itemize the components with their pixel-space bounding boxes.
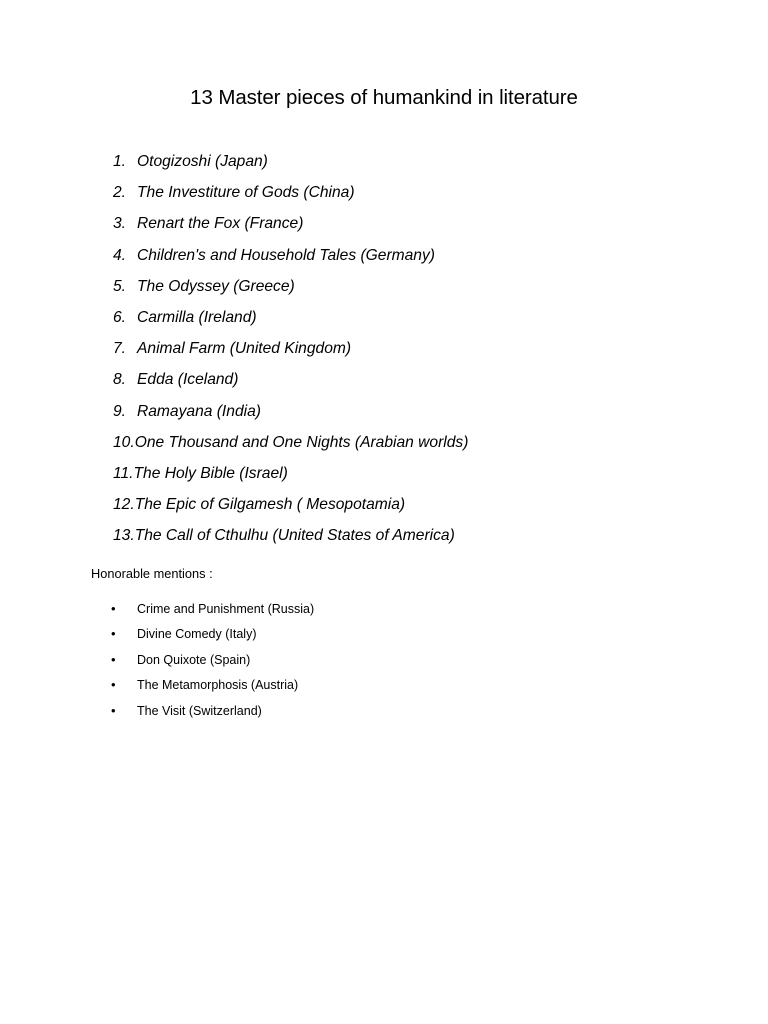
list-item-text: The Metamorphosis (Austria) [137,678,299,693]
list-item-text: The Odyssey (Greece) [137,277,295,295]
list-number: 3. [113,215,127,233]
list-item-text: Animal Farm (United Kingdom) [137,340,352,358]
list-item-text: Don Quixote (Spain) [137,652,251,667]
list-item [113,463,468,494]
list-number: 2. [113,184,127,202]
list-item-text: The Epic of Gilgamesh ( Mesopotamia) [134,496,406,514]
list-item-text: The Visit (Switzerland) [137,703,262,718]
list-number: 1. [113,153,127,170]
bullet-icon: • [111,702,116,718]
list-item-text: Otogizoshi (Japan) [137,153,268,170]
list-item-text: One Thousand and One Nights (Arabian worlds) [134,433,469,451]
list-item-text: Edda (Iceland) [137,371,239,389]
list-item [111,625,314,650]
document-title: 13 Master pieces of humankind in literature [190,86,578,109]
list-number: 7. [113,340,127,358]
list-number: 9. [113,402,127,420]
list-number: 5. [113,277,127,295]
list-item [111,702,314,727]
bullet-icon: • [111,677,116,693]
list-item-text: The Investiture of Gods (China) [137,184,355,202]
list-item [113,182,468,213]
mentions-list [111,600,314,727]
bullet-icon: • [111,651,116,667]
list-number: 12. [113,496,135,514]
list-item [111,651,314,676]
list-item [113,213,468,244]
bullet-icon: • [111,626,116,642]
list-item-text: Carmilla (Ireland) [137,308,257,326]
bullet-icon: • [111,601,116,616]
list-number: 10. [113,433,135,451]
list-item [113,338,468,369]
list-item-text: The Holy Bible (Israel) [133,464,288,482]
list-item-text: The Call of Cthulhu (United States of America) [134,527,455,545]
list-item [111,600,314,625]
list-number: 4. [113,246,127,264]
list-item [113,525,468,556]
list-item [111,676,314,701]
list-number: 6. [113,308,127,326]
list-item-text: Renart the Fox (France) [137,215,304,233]
list-item [113,151,468,182]
list-item-text: Divine Comedy (Italy) [137,627,257,642]
list-item [113,245,468,276]
list-number: 8. [113,371,127,389]
list-number: 11. [113,464,134,482]
list-item-text: Children's and Household Tales (Germany) [137,246,435,264]
list-item [113,276,468,307]
ranked-list [113,151,468,556]
list-number: 13. [113,527,135,545]
list-item [113,307,468,338]
list-item-text: Ramayana (India) [137,402,261,420]
list-item-text: Crime and Punishment (Russia) [137,602,315,616]
list-item [113,369,468,400]
mentions-heading: Honorable mentions : [91,566,213,581]
list-item [113,432,468,463]
list-item [113,401,468,432]
list-item [113,494,468,525]
